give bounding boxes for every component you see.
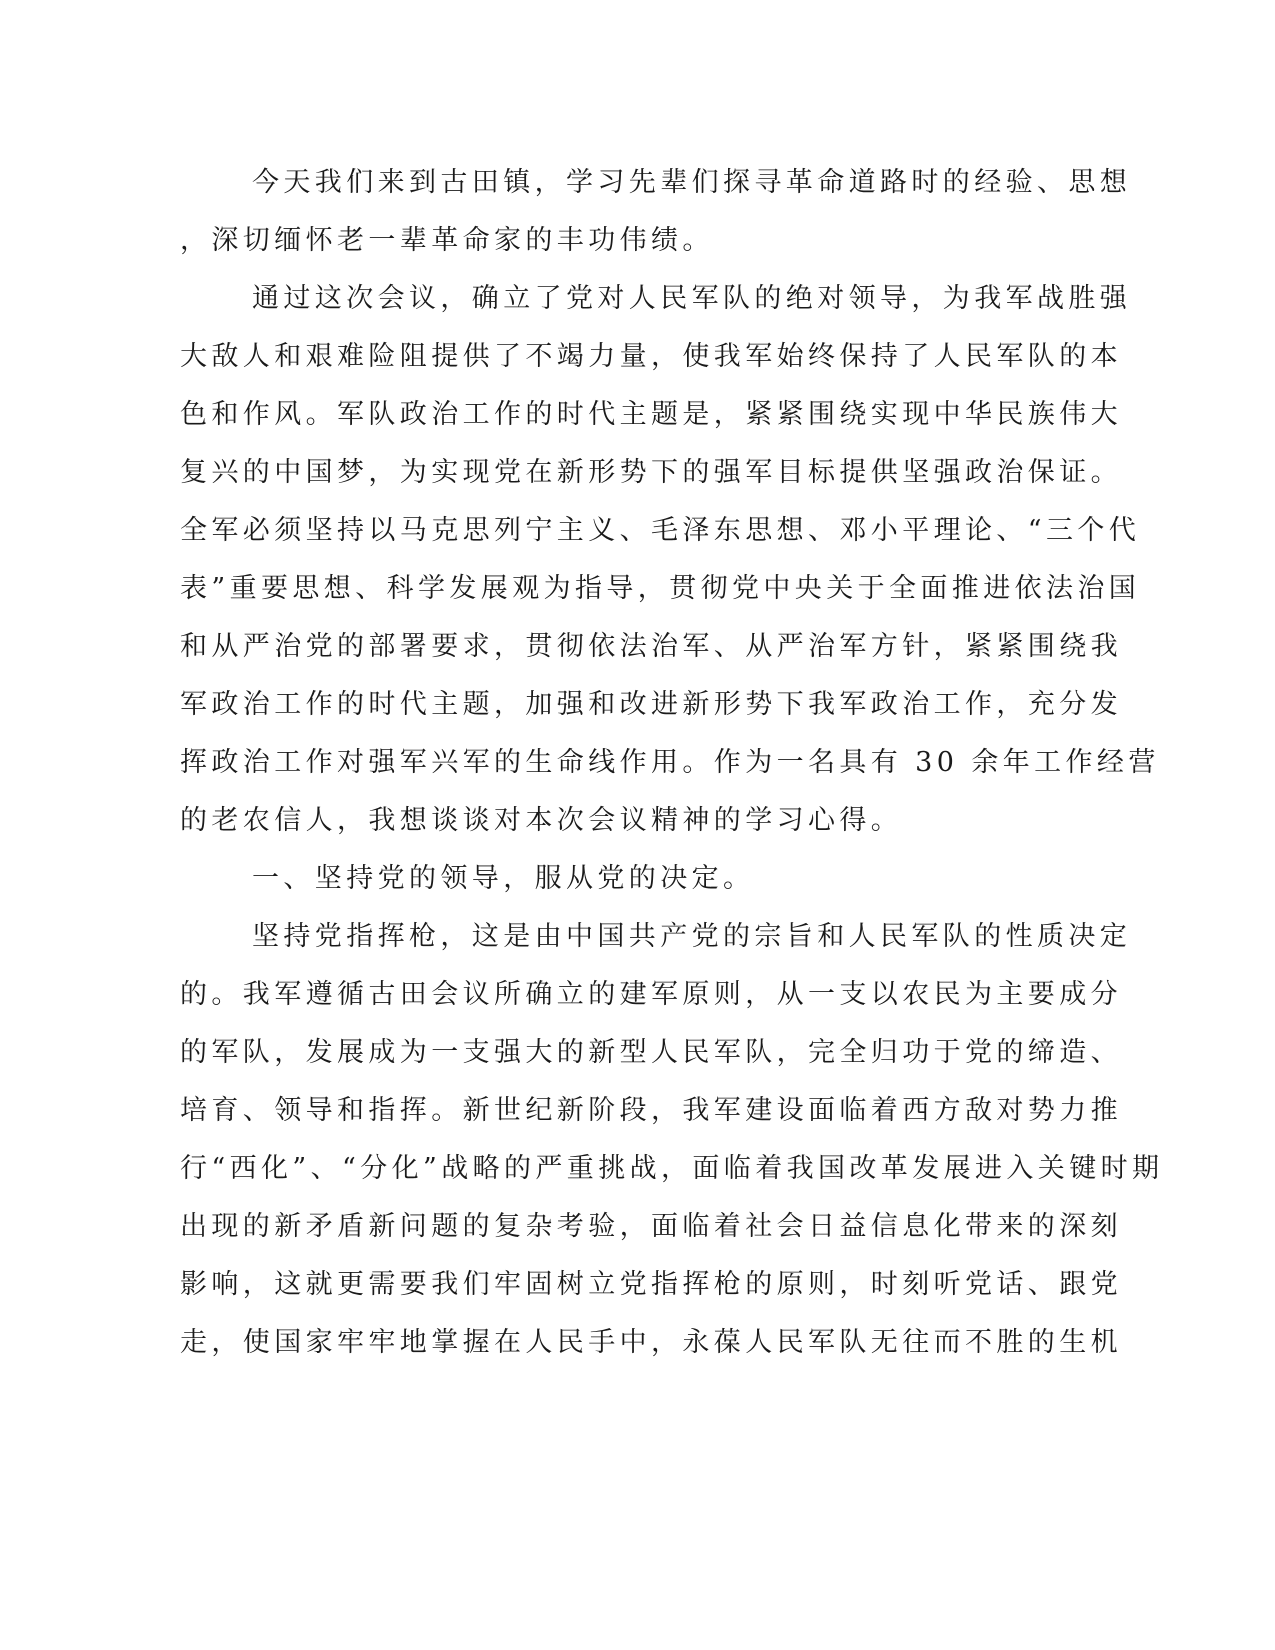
paragraph-2-line-8: 军政治工作的时代主题，加强和改进新形势下我军政治工作，充分发: [180, 689, 1122, 720]
paragraph-2-line-10: 的老农信人，我想谈谈对本次会议精神的学习心得。: [180, 805, 903, 836]
paragraph-3-line-8: 走，使国家牢牢地掌握在人民手中，永葆人民军队无往而不胜的生机: [180, 1327, 1122, 1358]
paragraph-2-line-1: 通过这次会议，确立了党对人民军队的绝对领导，为我军战胜强: [252, 283, 1132, 314]
paragraph-2-line-2: 大敌人和艰难险阻提供了不竭力量，使我军始终保持了人民军队的本: [180, 341, 1122, 372]
paragraph-3-line-5: 行“西化”、“分化”战略的严重挑战，面临着我国改革发展进入关键时期: [180, 1153, 1164, 1184]
paragraph-3-line-3: 的军队，发展成为一支强大的新型人民军队，完全归功于党的缔造、: [180, 1037, 1122, 1068]
paragraph-2-line-9: 挥政治工作对强军兴军的生命线作用。作为一名具有 30 余年工作经营: [180, 747, 1160, 778]
paragraph-2-line-3: 色和作风。军队政治工作的时代主题是，紧紧围绕实现中华民族伟大: [180, 399, 1122, 430]
paragraph-3-line-4: 培育、领导和指挥。新世纪新阶段，我军建设面临着西方敌对势力推: [180, 1095, 1122, 1126]
paragraph-3-line-1: 坚持党指挥枪，这是由中国共产党的宗旨和人民军队的性质决定: [252, 921, 1132, 952]
paragraph-2-line-5: 全军必须坚持以马克思列宁主义、毛泽东思想、邓小平理论、“三个代: [180, 515, 1141, 546]
paragraph-2-line-6: 表”重要思想、科学发展观为指导，贯彻党中央关于全面推进依法治国: [180, 573, 1141, 604]
paragraph-2-line-7: 和从严治党的部署要求，贯彻依法治军、从严治军方针，紧紧围绕我: [180, 631, 1122, 662]
paragraph-1-line-2: ，深切缅怀老一辈革命家的丰功伟绩。: [180, 225, 714, 256]
paragraph-2-line-4: 复兴的中国梦，为实现党在新形势下的强军目标提供坚强政治保证。: [180, 457, 1122, 488]
paragraph-3-line-7: 影响，这就更需要我们牢固树立党指挥枪的原则，时刻听党话、跟党: [180, 1269, 1122, 1300]
paragraph-3-line-6: 出现的新矛盾新问题的复杂考验，面临着社会日益信息化带来的深刻: [180, 1211, 1122, 1242]
paragraph-3-line-2: 的。我军遵循古田会议所确立的建军原则，从一支以农民为主要成分: [180, 979, 1122, 1010]
paragraph-1-line-1: 今天我们来到古田镇，学习先辈们探寻革命道路时的经验、思想: [252, 167, 1132, 198]
section-heading: 一、坚持党的领导，服从党的决定。: [252, 863, 755, 894]
